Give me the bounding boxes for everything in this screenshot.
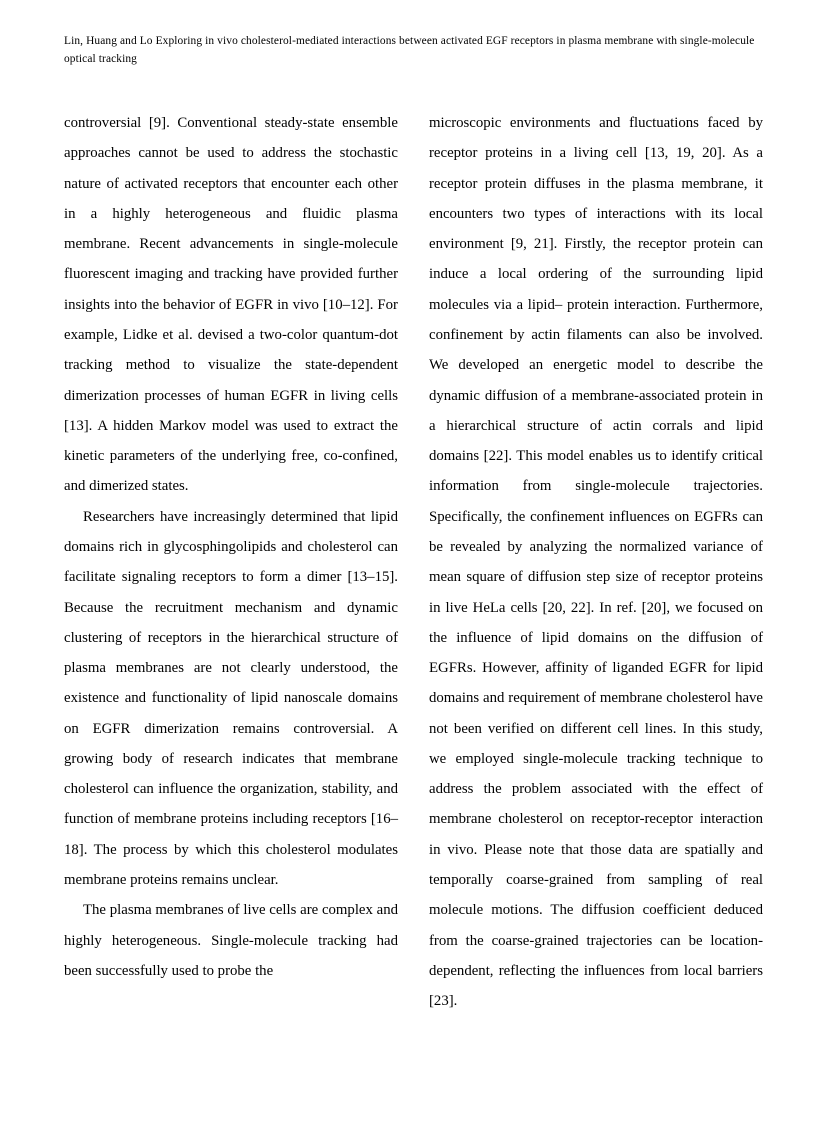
paragraph: controversial [9]. Conventional steady-state ensemble approaches cannot be used to address the stochastic nature of activated receptors that encounter each other in a highly heterogeneous and fluidic plasma membrane. Recent advancements in single-molecule fluorescent imaging and tracking have provided further insights into the behavior of EGFR in vivo [10–12]. For example, Lidke et al. devised a two-color quantum-dot tracking method to visualize the state-dependent dimerization processes of human EGFR in living cells [13]. A hidden Markov model was used to extract the kinetic parameters of the underlying free, co-confined, and dimerized states. (64, 115, 398, 495)
two-column-body (64, 108, 763, 1073)
paragraph: microscopic environments and fluctuations faced by receptor proteins in a living cell [13, 19, 20]. As a receptor protein diffuses in the plasma membrane, it encounters two types of interactions with its local environment [9, 21]. Firstly, the receptor protein can induce a local ordering of the surrounding lipid molecules via a lipid– protein interaction. Furthermore, confinement by actin filaments can also be involved. We developed an energetic model to describe the dynamic diffusion of a membrane-associated protein in a hierarchical structure of actin corrals and lipid domains [22]. This model enables us to identify critical information from single-molecule trajectories. Specifically, the confinement influences on EGFRs can be revealed by analyzing the normalized variance of mean square of diffusion step size of receptor proteins in live HeLa cells [20, 22]. In ref. [20], we focused on the influence of lipid domains on the diffusion of EGFRs. However, affinity of liganded EGFR for lipid domains and requirement of membrane cholesterol have not been verified on different cell lines. In this study, we employed single-molecule tracking technique to address the problem associated with the effect of membrane cholesterol on receptor-receptor interaction in vivo. Please note that those data are spatially and temporally coarse-grained from sampling of real molecule motions. The diffusion coefficient deduced from the coarse-grained trajectories can be location-dependent, reflecting the influences from local barriers [23]. (429, 115, 763, 1010)
left-column (64, 108, 398, 1073)
paragraph: Researchers have increasingly determined that lipid domains rich in glycosphingolipids and cholesterol can facilitate signaling receptors to form a dimer [13–15]. Because the recruitment mechanism and dynamic clustering of receptors in the hierarchical structure of plasma membranes are not clearly understood, the existence and functionality of lipid nanoscale domains on EGFR dimerization remains controversial. A growing body of research indicates that membrane cholesterol can influence the organization, stability, and function of membrane proteins including receptors [16–18]. The process by which this cholesterol modulates membrane proteins remains unclear. (64, 508, 398, 889)
right-column (429, 108, 763, 1073)
paragraph: The plasma membranes of live cells are complex and highly heterogeneous. Single-molecule tracking had been successfully used to probe the (64, 902, 398, 979)
running-head: Lin, Huang and Lo Exploring in vivo cholesterol-mediated interactions between activated EGF receptors in plasma membrane with single-molecule optical tracking (64, 35, 755, 65)
